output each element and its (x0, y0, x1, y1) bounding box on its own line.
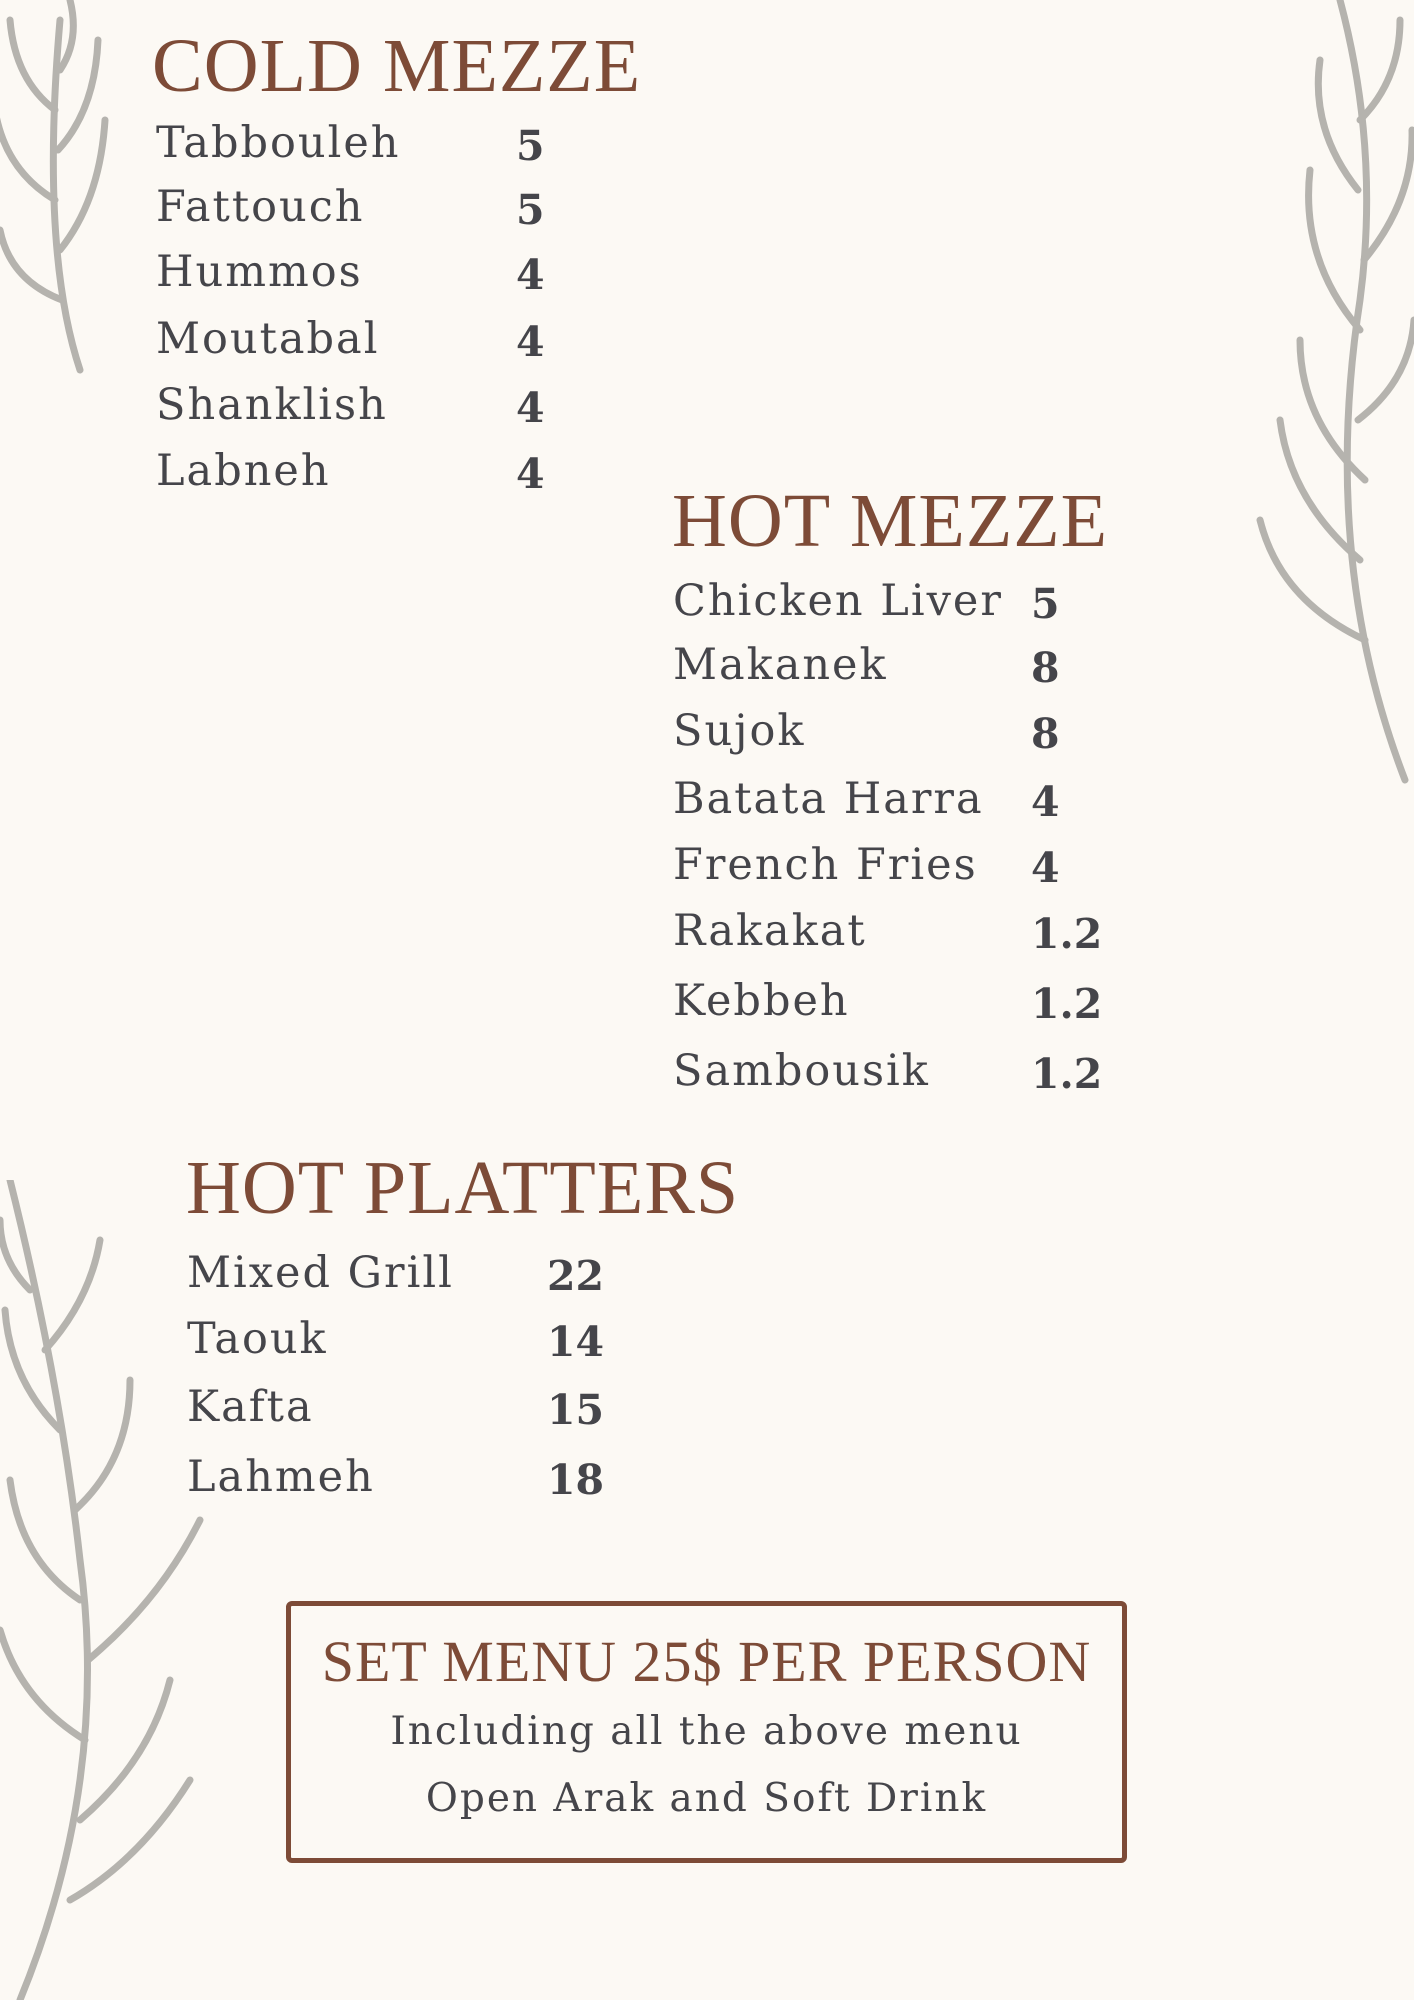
item-price: 5 (516, 186, 545, 234)
item-price: 4 (516, 384, 545, 432)
item-name: Fattouch (156, 182, 365, 232)
item-price: 5 (516, 122, 545, 170)
set-menu-title: SET MENU 25$ PER PERSON (321, 1629, 1092, 1694)
item-price: 15 (547, 1386, 605, 1434)
item-price: 4 (1031, 778, 1060, 826)
item-price: 8 (1031, 644, 1060, 692)
item-price: 4 (516, 318, 545, 366)
item-name: Kebbeh (673, 976, 850, 1026)
item-name: Batata Harra (673, 774, 984, 824)
item-name: Kafta (187, 1382, 314, 1432)
item-name: Rakakat (673, 906, 867, 956)
item-price: 14 (547, 1318, 605, 1366)
item-price: 4 (516, 450, 545, 498)
item-name: Shanklish (156, 380, 388, 430)
set-menu-box (286, 1601, 1127, 1863)
section-title-hot-platters: HOT PLATTERS (186, 1146, 740, 1230)
leaf-branch-icon (1240, 0, 1414, 800)
item-price: 4 (1031, 844, 1060, 892)
item-name: French Fries (673, 840, 978, 890)
section-title-hot-mezze: HOT MEZZE (672, 479, 1109, 563)
item-price: 5 (1031, 580, 1060, 628)
item-name: Hummos (156, 247, 363, 297)
item-price: 1.2 (1031, 910, 1103, 958)
item-name: Labneh (156, 446, 331, 496)
item-name: Chicken Liver (673, 576, 1003, 626)
item-price: 1.2 (1031, 1050, 1103, 1098)
item-name: Sujok (673, 706, 806, 756)
item-name: Taouk (187, 1314, 328, 1364)
item-name: Sambousik (673, 1046, 930, 1096)
item-name: Moutabal (156, 314, 380, 364)
item-price: 22 (547, 1252, 605, 1300)
section-title-cold-mezze: COLD MEZZE (152, 24, 642, 108)
leaf-branch-icon (0, 0, 120, 380)
item-name: Makanek (673, 640, 888, 690)
item-price: 8 (1031, 710, 1060, 758)
item-price: 18 (547, 1456, 605, 1504)
item-price: 4 (516, 251, 545, 299)
item-price: 1.2 (1031, 980, 1103, 1028)
set-menu-line-1: Including all the above menu (390, 1709, 1023, 1754)
item-name: Lahmeh (187, 1452, 375, 1502)
set-menu-line-2: Open Arak and Soft Drink (425, 1776, 988, 1821)
item-name: Mixed Grill (187, 1248, 454, 1298)
item-name: Tabbouleh (156, 118, 401, 168)
leaf-branch-icon (0, 1180, 210, 2000)
